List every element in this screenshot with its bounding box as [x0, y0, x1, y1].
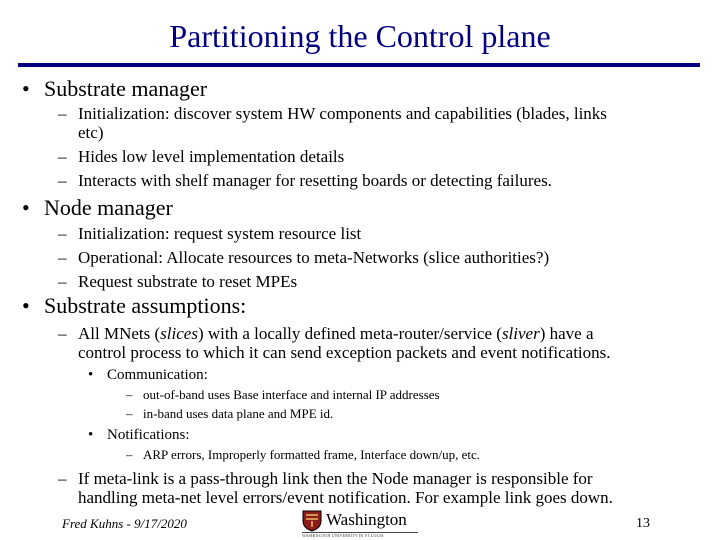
university-logo — [302, 510, 418, 538]
bullet-text: Substrate manager — [44, 76, 208, 101]
sub-sub-bullet-text: Notifications: — [107, 427, 190, 443]
sub-bullet-text: If meta-link is a pass-through link then the Node manager is responsible for — [78, 469, 593, 488]
dash-marker: – — [126, 406, 133, 421]
sub-bullet-continuation: control process to which it can send exception packets and event notifications. — [78, 343, 611, 362]
sub-bullet-text: Operational: Allocate resources to meta-Networks (slice authorities?) — [78, 248, 550, 267]
sub-bullet — [58, 171, 552, 191]
sub-bullet — [58, 272, 297, 292]
sub-sub-bullet-text: Communication: — [107, 367, 208, 383]
level4-bullet-text: out-of-band uses Base interface and internal IP addresses — [143, 387, 440, 402]
bullet-marker: • — [22, 293, 30, 318]
bullet-node-manager — [22, 195, 173, 221]
logo-text: Washington — [326, 510, 407, 529]
sub-bullet — [58, 147, 344, 167]
logo-subtitle: WASHINGTON UNIVERSITY IN ST LOUIS — [302, 532, 418, 538]
term-sliver: sliver — [501, 324, 540, 343]
sub-bullet-text-mid: ) with a locally defined meta-router/service ( — [197, 324, 502, 343]
dash-marker: – — [58, 147, 67, 166]
sub-bullet-text: Hides low level implementation details — [78, 147, 345, 166]
dash-marker: – — [58, 272, 67, 291]
sub-bullet — [58, 224, 361, 244]
bullet-text: Substrate assumptions: — [44, 293, 247, 318]
sub-bullet-continuation: etc) — [78, 123, 104, 142]
sub-bullet — [58, 469, 593, 489]
dash-marker: – — [58, 469, 67, 488]
bullet-marker: • — [22, 195, 30, 220]
bullet-text: Node manager — [44, 195, 173, 220]
footer-author: Fred Kuhns - 9/17/2020 — [62, 516, 187, 531]
bullet-substrate-assumptions — [22, 293, 246, 319]
sub-bullet-text-post: ) have a — [539, 324, 594, 343]
sub-bullet-text: Initialization: discover system HW components and capabilities (blades, links — [78, 104, 607, 123]
dash-marker: – — [126, 387, 133, 402]
sub-bullet-continuation: handling meta-net level errors/event notification. For example link goes down. — [78, 488, 613, 507]
dash-marker: – — [58, 248, 67, 267]
bullet-marker: • — [88, 427, 94, 443]
dash-marker: – — [58, 224, 67, 243]
sub-bullet-text-pre: All MNets ( — [78, 324, 161, 343]
sub-bullet-text: Request substrate to reset MPEs — [78, 272, 298, 291]
sub-bullet — [58, 104, 607, 124]
term-slices: slices — [160, 324, 198, 343]
level4-bullet — [126, 406, 333, 422]
page-number: 13 — [636, 516, 650, 531]
level4-bullet-text: ARP errors, Improperly formatted frame, Interface down/up, etc. — [143, 447, 481, 462]
sub-sub-bullet — [88, 367, 208, 384]
level4-bullet — [126, 387, 440, 403]
dash-marker: – — [58, 104, 67, 123]
dash-marker: – — [126, 447, 133, 462]
shield-icon — [302, 510, 322, 532]
bullet-marker: • — [88, 367, 94, 383]
sub-bullet — [58, 248, 549, 268]
sub-bullet-text: Interacts with shelf manager for resetting boards or detecting failures. — [78, 171, 552, 190]
bullet-substrate-manager — [22, 76, 207, 102]
sub-bullet-text: Initialization: request system resource list — [78, 224, 362, 243]
page-title: Partitioning the Control plane — [169, 18, 551, 54]
level4-bullet-text: in-band uses data plane and MPE id. — [143, 406, 334, 421]
sub-sub-bullet — [88, 427, 190, 444]
dash-marker: – — [58, 324, 67, 343]
sub-bullet — [58, 324, 594, 344]
bullet-marker: • — [22, 76, 30, 101]
dash-marker: – — [58, 171, 67, 190]
level4-bullet — [126, 447, 480, 463]
